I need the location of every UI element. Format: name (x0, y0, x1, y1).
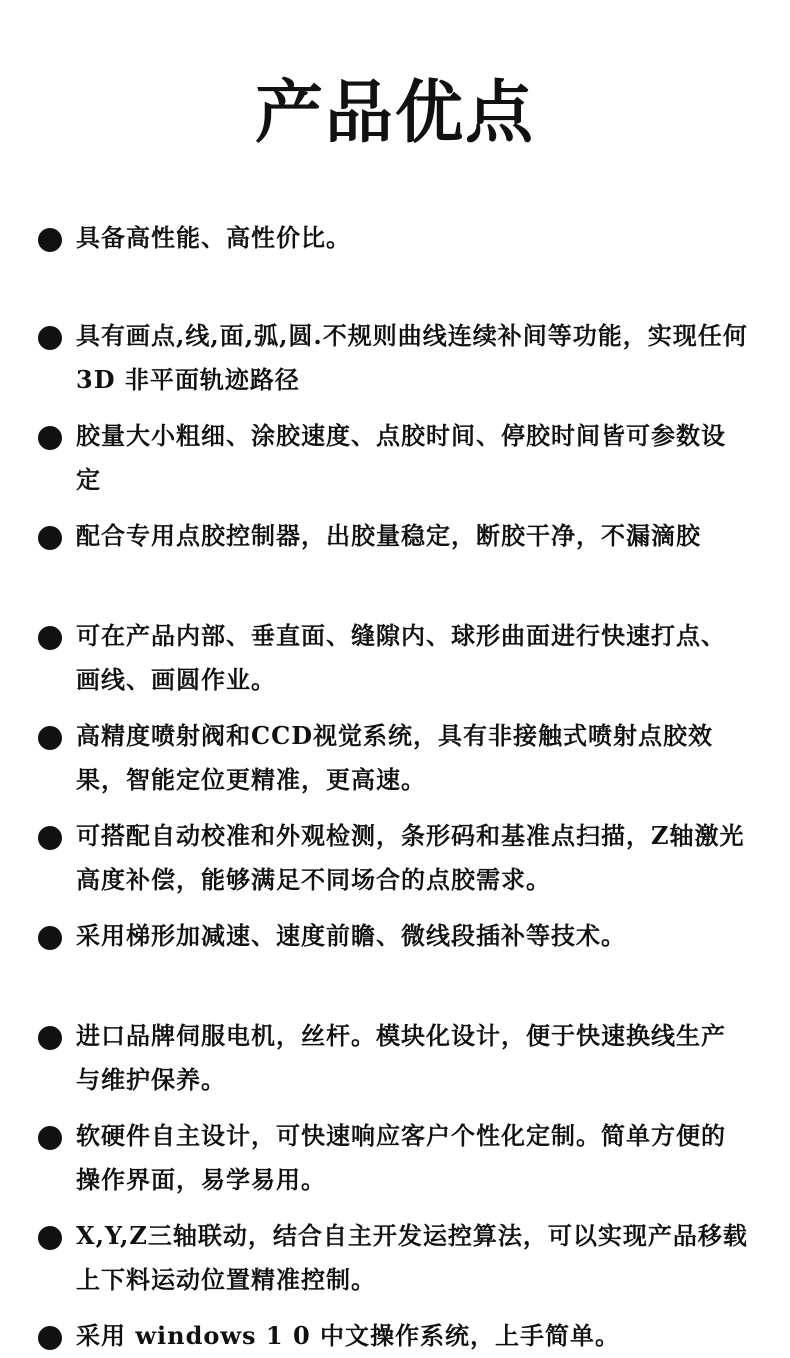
bullet-dot-icon (38, 326, 62, 350)
list-item (38, 216, 750, 260)
list-item-text: 具备高性能、高性价比。 (76, 223, 351, 252)
list-item-text: 胶量大小粗细、涂胶速度、点胶时间、停胶时间皆可参数设定 (76, 421, 726, 494)
list-item (38, 1214, 750, 1302)
list-item (38, 414, 750, 502)
list-item (38, 1314, 750, 1358)
bullet-dot-icon (38, 1126, 62, 1150)
list-item (38, 1014, 750, 1102)
page-title: 产品优点 (254, 73, 535, 153)
list-item-text: 可在产品内部、垂直面、缝隙内、球形曲面进行快速打点、画线、画圆作业。 (76, 621, 726, 694)
bullet-dot-icon (38, 1226, 62, 1250)
list-item-text: 具有画点,线,面,弧,圆.不规则曲线连续补间等功能，实现任何 3D 非平面轨迹路径 (76, 321, 748, 394)
list-item-text: 采用 windows 1 0 中文操作系统，上手简单。 (76, 1321, 621, 1350)
list-item-text: 高精度喷射阀和CCD视觉系统，具有非接触式喷射点胶效果，智能定位更精准，更高速。 (76, 721, 714, 794)
bullet-dot-icon (38, 1326, 62, 1350)
list-item-text: X,Y,Z三轴联动，结合自主开发运控算法，可以实现产品移载上下料运动位置精准控制。 (76, 1221, 748, 1294)
bullet-dot-icon (38, 626, 62, 650)
list-item (38, 314, 750, 402)
list-item (38, 914, 750, 958)
bullet-dot-icon (38, 426, 62, 450)
bullet-dot-icon (38, 228, 62, 252)
bullet-dot-icon (38, 726, 62, 750)
list-item-text: 软硬件自主设计，可快速响应客户个性化定制。简单方便的操作界面，易学易用。 (76, 1121, 726, 1194)
list-item-text: 可搭配自动校准和外观检测，条形码和基准点扫描，Z轴激光高度补偿，能够满足不同场合的点胶需求。 (76, 821, 745, 894)
bullet-dot-icon (38, 1026, 62, 1050)
bullet-dot-icon (38, 526, 62, 550)
bullet-dot-icon (38, 926, 62, 950)
bullet-dot-icon (38, 826, 62, 850)
list-item-text: 采用梯形加减速、速度前瞻、微线段插补等技术。 (76, 921, 626, 950)
list-item (38, 814, 750, 902)
list-item (38, 714, 750, 802)
list-item (38, 1114, 750, 1202)
list-item-text: 进口品牌伺服电机，丝杆。模块化设计，便于快速换线生产与维护保养。 (76, 1021, 726, 1094)
list-item (38, 614, 750, 702)
list-item-text: 配合专用点胶控制器，出胶量稳定，断胶干净，不漏滴胶 (76, 521, 701, 550)
list-item (38, 514, 750, 558)
